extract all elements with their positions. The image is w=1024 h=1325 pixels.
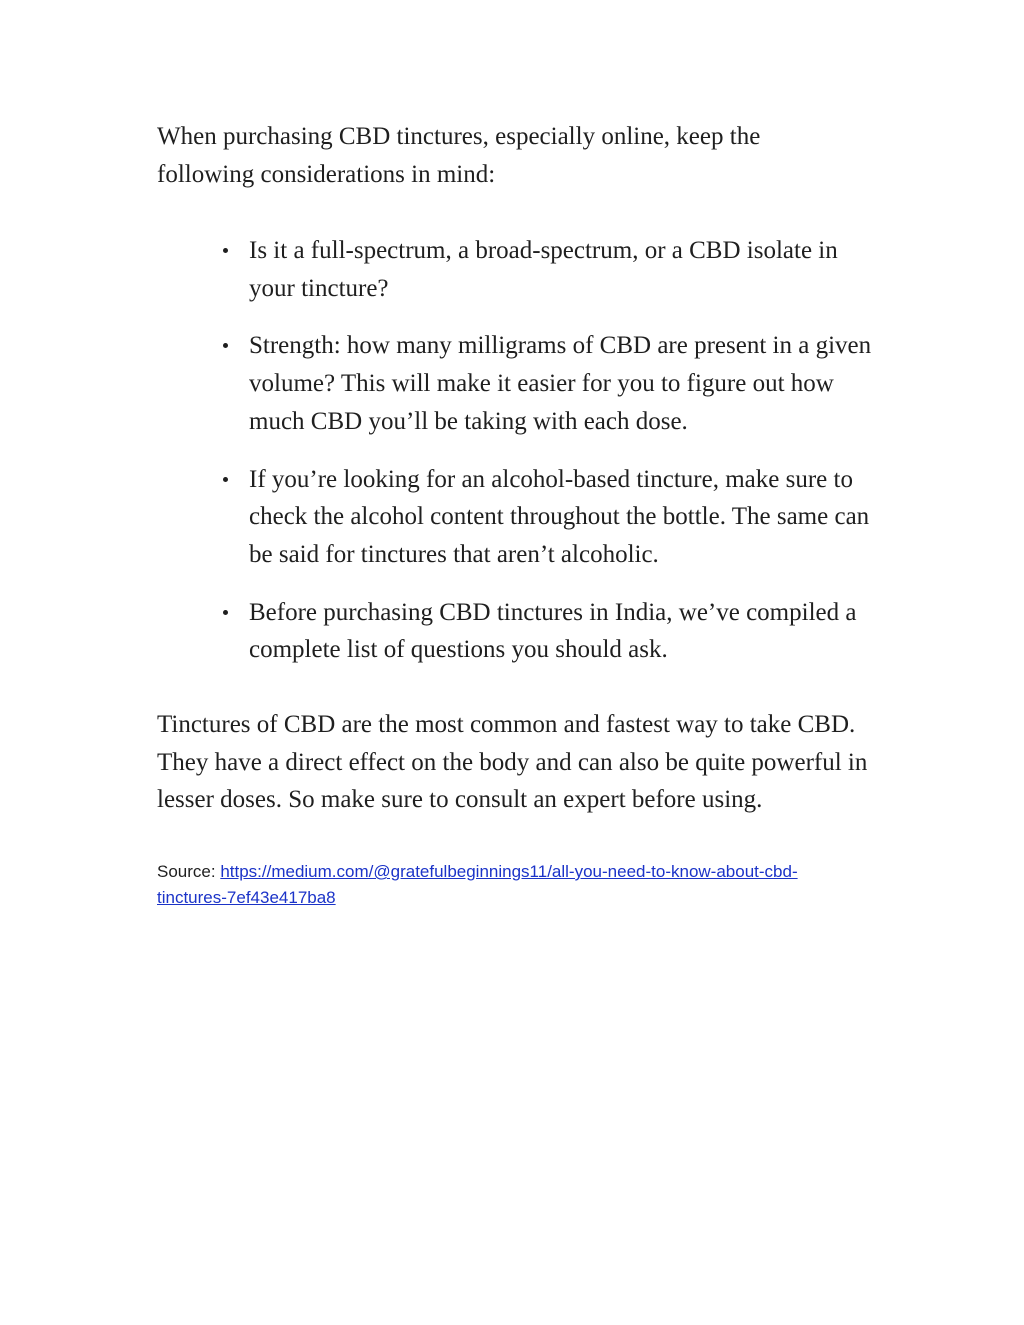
source-link[interactable] <box>157 862 798 907</box>
list-item <box>249 232 889 307</box>
considerations-list <box>249 232 889 689</box>
list-item-text: Is it a full-spectrum, a broad-spectrum, or a CBD isolate in your tincture? <box>249 237 838 302</box>
source-url-line1: https://medium.com/@gratefulbeginnings11/all-you-need-to-know-about-cbd- <box>220 862 798 881</box>
bullet-dot-icon <box>223 610 228 615</box>
list-item-text: Before purchasing CBD tinctures in India, we’ve compiled a complete list of questions you should ask. <box>249 598 857 664</box>
list-item <box>249 327 889 440</box>
list-item <box>249 594 889 669</box>
bullet-dot-icon <box>223 343 228 348</box>
bullet-dot-icon <box>223 477 228 482</box>
list-item-text: If you’re looking for an alcohol-based tincture, make sure to check the alcohol content throughout the bottle. The same can be said for tinctures that aren’t alcoholic. <box>249 465 870 568</box>
source-label: Source: <box>157 862 221 881</box>
source-url-line2: tinctures-7ef43e417ba8 <box>157 888 336 907</box>
list-item-text: Strength: how many milligrams of CBD are present in a given volume? This will make it easier for you to figure out how much CBD you’ll be taking with each dose. <box>249 332 872 435</box>
bullet-dot-icon <box>223 248 228 253</box>
intro-paragraph: When purchasing CBD tinctures, especially online, keep the following considerations in mind: <box>157 123 761 188</box>
list-item <box>249 461 889 574</box>
source-citation <box>157 859 877 911</box>
closing-paragraph: Tinctures of CBD are the most common and fastest way to take CBD. They have a direct effect on the body and can also be quite powerful in lesser doses. So make sure to consult an expert before using. <box>157 711 868 814</box>
